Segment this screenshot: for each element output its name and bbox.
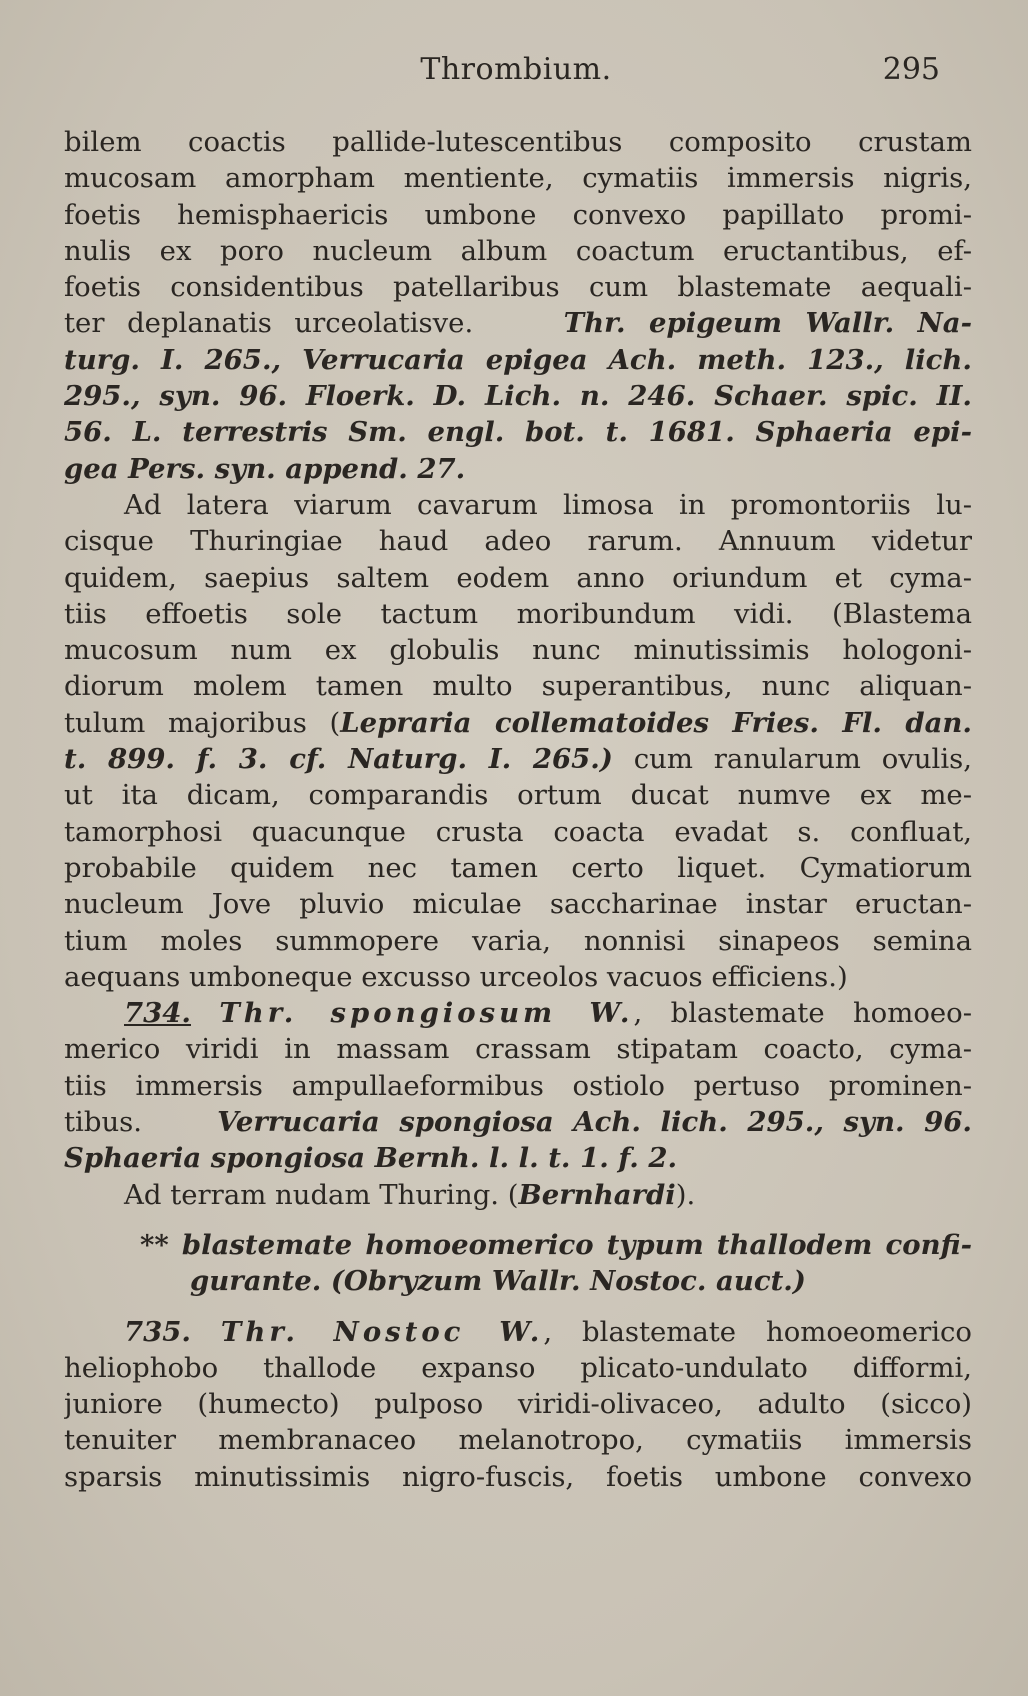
text-line: tamorphosi quacunque crusta coacta evadat s. confluat, <box>64 815 972 848</box>
running-title: Thrombium. <box>420 52 612 87</box>
species-entry-734 <box>64 995 972 1031</box>
text-line: ut ita dicam, comparandis ortum ducat numve ex me- <box>64 779 972 812</box>
citation-text: 56. L. terrestris Sm. engl. bot. t. 1681. Sphaeria epi- <box>64 416 972 449</box>
section-heading-text: ** blastemate homoeomerico typum thallodem confi- <box>140 1228 972 1261</box>
citation-text: Sphaeria spongiosa Bernh. l. l. t. 1. f. 2. <box>64 1142 678 1175</box>
text-line: sparsis minutissimis nigro-fuscis, foetis umbone convexo <box>64 1460 972 1493</box>
species-name: Thr. epigeum Wallr. Na- <box>563 307 972 340</box>
paragraph-start: Ad latera viarum cavarum limosa in promontoriis lu- <box>124 488 972 521</box>
citation-text: Verrucaria spongiosa Ach. lich. 295., syn. 96. <box>217 1106 972 1139</box>
text-line: tiis immersis ampullaeformibus ostiolo pertuso prominen- <box>64 1069 972 1102</box>
species-name: Thr. spongiosum W. <box>219 997 634 1030</box>
citation-text: turg. I. 265., Verrucaria epigea Ach. meth. 123., lich. <box>64 343 972 376</box>
entry-number: 735. <box>124 1315 191 1348</box>
text-line: bilem coactis pallide-lutescentibus composito crustam <box>64 126 972 158</box>
citation-line <box>64 1140 972 1176</box>
text-line: nulis ex poro nucleum album coactum eructantibus, ef- <box>64 234 972 267</box>
text-line: juniore (humecto) pulposo viridi-olivaceo, adulto (sicco) <box>64 1388 972 1421</box>
page-body <box>64 124 972 1495</box>
locality-line <box>64 1177 972 1213</box>
text-line: probabile quidem nec tamen certo liquet. Cymatiorum <box>64 851 972 884</box>
text-line: tenuiter membranaceo melanotropo, cymatiis immersis <box>64 1424 972 1457</box>
text-span: Ad terram nudam Thuring. ( <box>124 1178 519 1211</box>
text-span: , blastemate homoeomerico <box>543 1315 972 1348</box>
text-line <box>64 741 972 777</box>
species-entry-735 <box>64 1314 972 1350</box>
text-line: aequans umboneque excusso urceolos vacuos efficiens.) <box>64 960 848 993</box>
text-line: heliophobo thallode expanso plicato-undulato difformi, <box>64 1351 972 1384</box>
citation-text: 295., syn. 96. Floerk. D. Lich. n. 246. Schaer. spic. II. <box>64 380 972 413</box>
text-span: cum ranularum ovulis, <box>612 743 972 776</box>
species-name: Thr. Nostoc W. <box>220 1315 544 1348</box>
collector-name: Bernhardi <box>518 1178 676 1211</box>
text-line: quidem, saepius saltem eodem anno oriundum et cyma- <box>64 561 972 594</box>
text-line: diorum molem tamen multo superantibus, nunc aliquan- <box>64 670 972 703</box>
citation-line <box>64 378 972 414</box>
citation-line <box>64 414 972 450</box>
citation-text: Lepraria collematoides Fries. Fl. dan. <box>340 706 972 739</box>
text-span: , blastemate homoeo- <box>633 997 972 1030</box>
section-heading-text: gurante. (Obryzum Wallr. Nostoc. auct.) <box>190 1265 806 1298</box>
citation-line <box>64 342 972 378</box>
text-line: nucleum Jove pluvio miculae saccharinae instar eructan- <box>64 888 972 921</box>
section-heading <box>64 1227 972 1263</box>
citation-text: gea Pers. syn. append. 27. <box>64 452 466 485</box>
text-line: mucosum num ex globulis nunc minutissimis hologoni- <box>64 634 972 667</box>
text-line <box>64 305 972 341</box>
text-span: ). <box>675 1178 696 1211</box>
text-line: mucosam amorpham mentiente, cymatiis immersis nigris, <box>64 162 972 195</box>
page-header <box>62 52 970 96</box>
text-span: tulum majoribus ( <box>64 706 341 739</box>
text-span: ter deplanatis urceolatisve. <box>64 307 474 340</box>
citation-line <box>64 451 972 487</box>
text-line: cisque Thuringiae haud adeo rarum. Annuum videtur <box>64 525 972 558</box>
text-line: merico viridi in massam crassam stipatam coacto, cyma- <box>64 1033 972 1066</box>
text-line <box>64 705 972 741</box>
entry-number: 734. <box>124 997 191 1030</box>
citation-text: t. 899. f. 3. cf. Naturg. I. 265.) <box>64 743 613 776</box>
text-line <box>64 1104 972 1140</box>
text-span: tibus. <box>64 1106 143 1139</box>
text-line: tium moles summopere varia, nonnisi sinapeos semina <box>64 924 972 957</box>
section-heading <box>64 1263 972 1299</box>
text-line: tiis effoetis sole tactum moribundum vidi. (Blastema <box>64 597 972 630</box>
text-line: foetis hemisphaericis umbone convexo papillato promi- <box>64 198 972 231</box>
text-line: foetis considentibus patellaribus cum blastemate aequali- <box>64 271 972 304</box>
page-number: 295 <box>882 52 940 87</box>
